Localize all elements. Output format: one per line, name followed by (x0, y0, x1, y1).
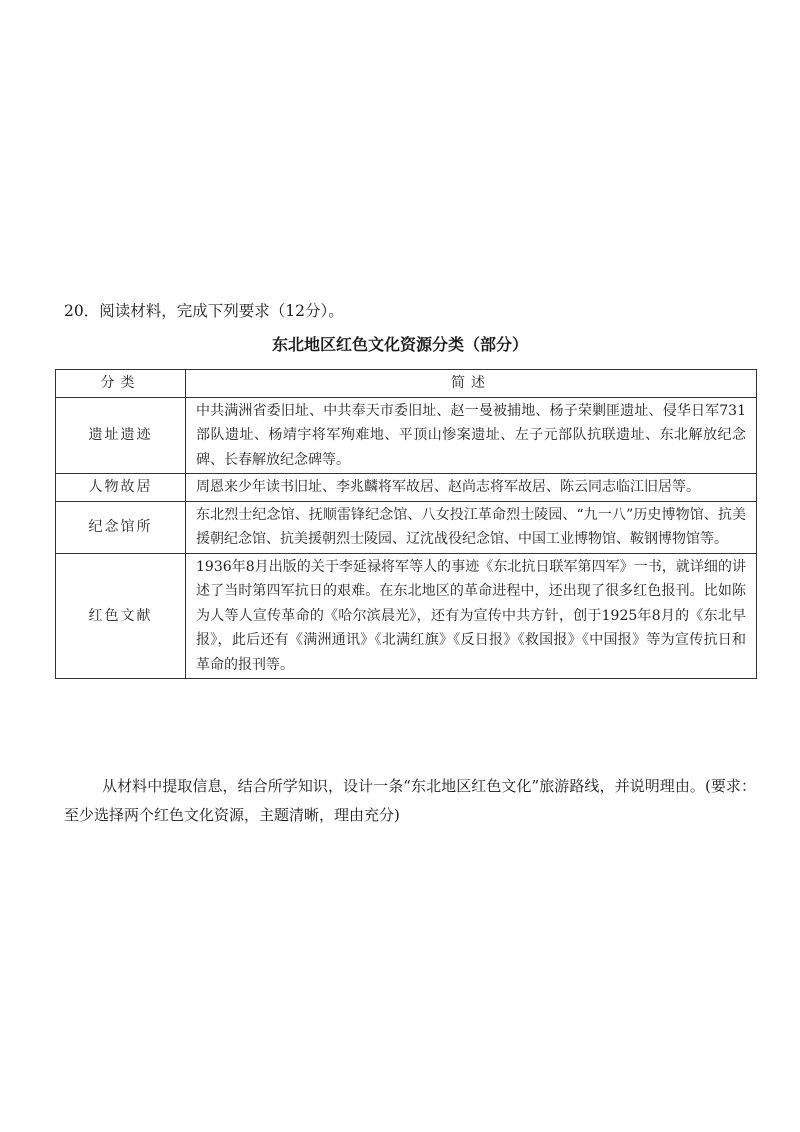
row-category: 遗址遗迹 (56, 397, 186, 474)
row-description: 东北烈士纪念馆、抚顺雷锋纪念馆、八女投江革命烈士陵园、“九一八”历史博物馆、抗美援朝纪念馆、抗美援朝烈士陵园、辽沈战役纪念馆、中国工业博物馆、鞍钢博物馆等。 (186, 501, 757, 553)
row-category: 人物故居 (56, 474, 186, 502)
header-description: 简述 (186, 370, 757, 398)
table-row (56, 397, 757, 474)
header-category: 分类 (56, 370, 186, 398)
table-row (56, 553, 757, 679)
table-header-row (56, 370, 757, 398)
table-row (56, 474, 757, 502)
question-title: 20．阅读材料，完成下列要求（12分）。 (64, 302, 344, 320)
row-description: 中共满洲省委旧址、中共奉天市委旧址、赵一曼被捕地、杨子荣剿匪遗址、侵华日军731部队遗址、杨靖宇将军殉难地、平顶山惨案遗址、左子元部队抗联遗址、东北解放纪念碑、长春解放纪念碑等。 (186, 397, 757, 474)
row-description: 1936年8月出版的关于李延禄将军等人的事迹《东北抗日联军第四军》一书，就详细的讲述了当时第四军抗日的艰难。在东北地区的革命进程中，还出现了很多红色报刊。比如陈为人等人宣传革命的《哈尔滨晨光》，还有为宣传中共方针，创于1925年8月的《东北早报》，此后还有《满洲通讯》《北满红旗》《反日报》《救国报》《中国报》等为宣传抗日和革命的报刊等。 (186, 553, 757, 679)
table-row (56, 501, 757, 553)
table-title: 东北地区红色文化资源分类（部分） (271, 335, 528, 354)
row-category: 纪念馆所 (56, 501, 186, 553)
row-category: 红色文献 (56, 553, 186, 679)
resource-table (55, 369, 757, 679)
task-instruction: 从材料中提取信息，结合所学知识，设计一条“东北地区红色文化”旅游路线，并说明理由。(要求：至少选择两个红色文化资源，主题清晰，理由充分) (64, 777, 756, 824)
row-description: 周恩来少年读书旧址、李兆麟将军故居、赵尚志将军故居、陈云同志临江旧居等。 (186, 474, 757, 502)
